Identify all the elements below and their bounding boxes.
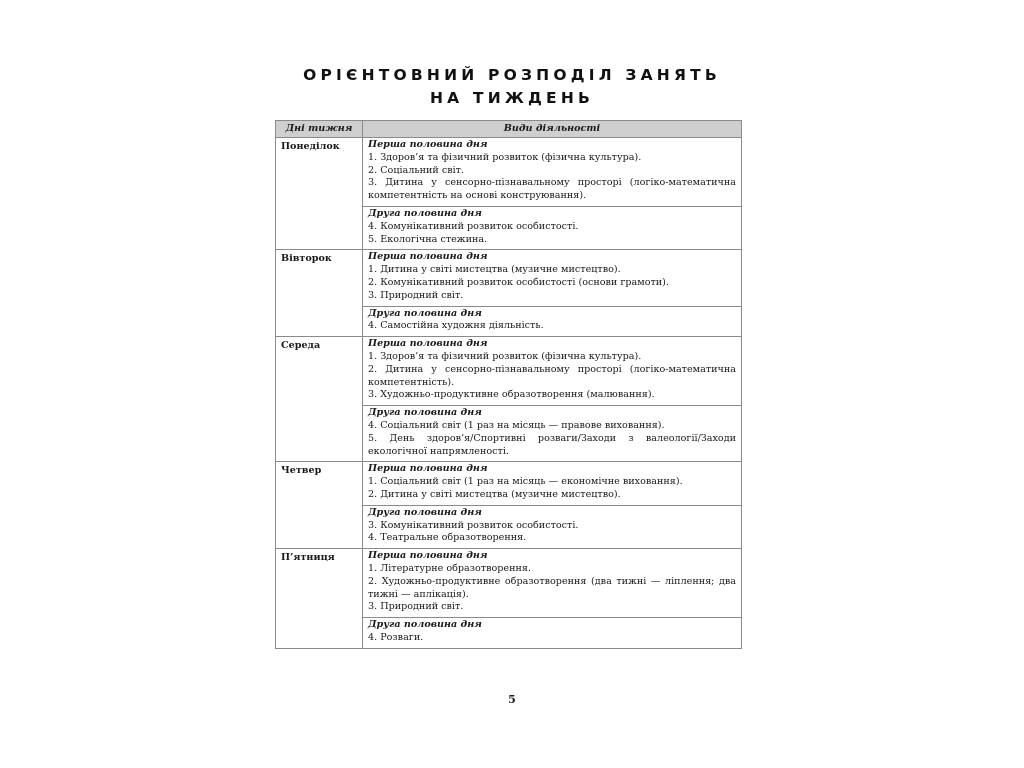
activity-item: 2. Дитина у сенсорно-пізнавальному просторі (логіко-математична компетентність). [368,363,736,388]
day-half-heading: Друга половина дня [368,506,482,518]
table-row [276,138,742,207]
activity-block [363,406,742,462]
activity-item: 3. Природний світ. [368,601,464,613]
activity-item: 4. Театральне образотворення. [368,532,527,544]
activity-item: 1. Здоров’я та фізичний розвиток (фізична культура). [368,151,642,163]
day-half-heading: Друга половина дня [368,307,482,319]
page-title [0,64,1024,110]
activity-item: 2. Художньо-продуктивне образотворення (два тижні — ліплення; два тижні — аплікація). [368,575,736,600]
table-row [276,337,742,406]
header-activities: Види діяльності [363,121,742,138]
activity-item: 3. Художньо-продуктивне образотворення (малювання). [368,389,655,401]
activity-item: 1. Здоров’я та фізичний розвиток (фізична культура). [368,350,642,362]
table-row [276,462,742,505]
activity-item: 5. День здоров’я/Спортивні розваги/Заходи з валеології/Заходи екологічної напрямленості. [368,432,736,457]
table-header-row [276,121,742,138]
day-half-heading: Перша половина дня [368,463,488,475]
activity-item: 1. Літературне образотворення. [368,562,531,574]
day-name: Четвер [276,462,363,549]
activity-item: 3. Дитина у сенсорно-пізнавальному просторі (логіко-математична компетентність на основі конструювання). [368,177,736,202]
activity-block [363,618,742,649]
activity-block [363,505,742,548]
activity-block [363,250,742,306]
table-row [276,549,742,618]
activity-item: 3. Природний світ. [368,289,464,301]
day-half-heading: Друга половина дня [368,207,482,219]
activity-item: 4. Комунікативний розвиток особистості. [368,220,579,232]
activity-item: 5. Екологічна стежина. [368,233,488,245]
header-days: Дні тижня [276,121,363,138]
day-name: Середа [276,337,363,462]
activity-item: 4. Самостійна художня діяльність. [368,320,544,332]
activity-block [363,549,742,618]
activity-item: 2. Комунікативний розвиток особистості (основи грамоти). [368,276,669,288]
schedule-table [275,120,742,649]
activity-item: 2. Соціальний світ. [368,164,465,176]
day-half-heading: Перша половина дня [368,550,488,562]
day-half-heading: Друга половина дня [368,619,482,631]
activity-item: 2. Дитина у світі мистецтва (музичне мистецтво). [368,488,621,500]
activity-item: 1. Дитина у світі мистецтва (музичне мистецтво). [368,264,621,276]
activity-item: 1. Соціальний світ (1 раз на місяць — економічне виховання). [368,476,683,488]
activity-block [363,138,742,207]
activity-block [363,462,742,505]
day-half-heading: Друга половина дня [368,407,482,419]
page-number: 5 [508,693,516,706]
day-name: Вівторок [276,250,363,337]
table-row [276,250,742,306]
table-body [276,138,742,649]
day-half-heading: Перша половина дня [368,139,488,150]
day-name: Понеділок [276,138,363,250]
activity-block [363,306,742,337]
activity-block [363,337,742,406]
day-name: П’ятниця [276,549,363,649]
activity-item: 4. Соціальний світ (1 раз на місяць — правове виховання). [368,419,665,431]
activity-item: 4. Розваги. [368,631,424,643]
day-half-heading: Перша половина дня [368,251,488,263]
day-half-heading: Перша половина дня [368,338,488,350]
activity-item: 3. Комунікативний розвиток особистості. [368,519,579,531]
title-line-2: НА ТИЖДЕНЬ [429,89,595,107]
title-line-1: ОРІЄНТОВНИЙ РОЗПОДІЛ ЗАНЯТЬ [303,66,721,84]
activity-block [363,206,742,249]
